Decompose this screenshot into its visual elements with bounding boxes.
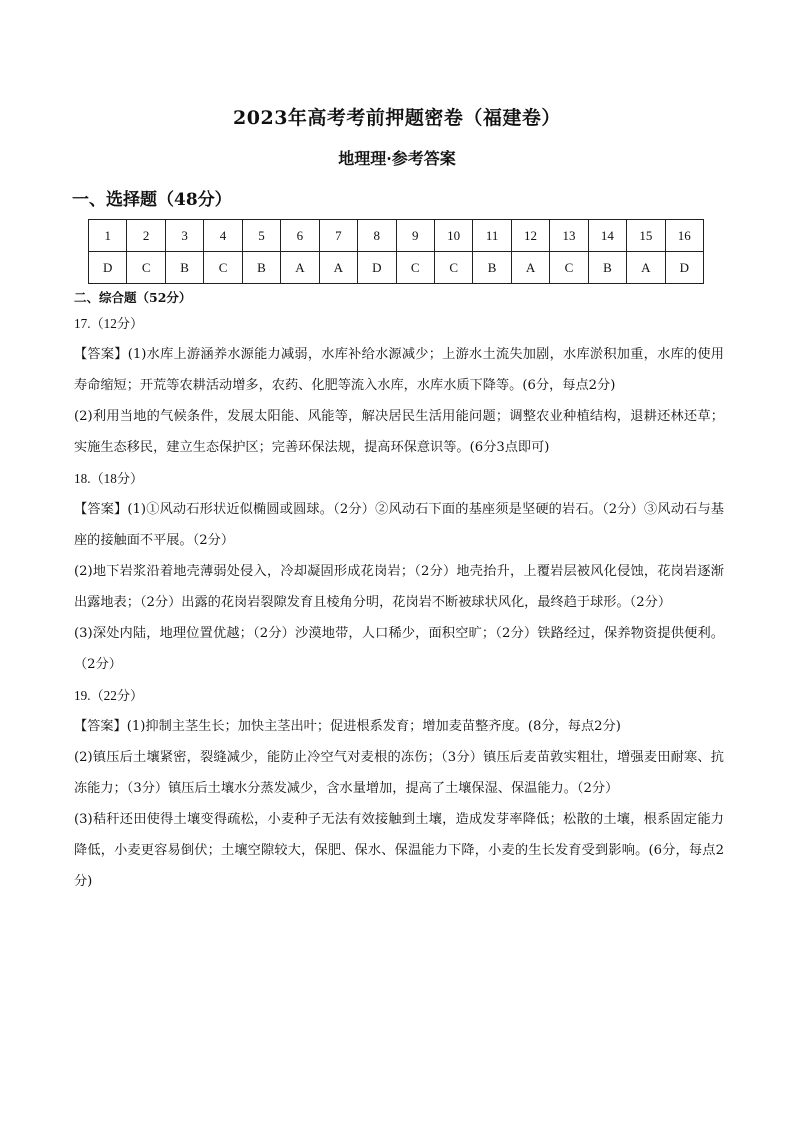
section-2-body bbox=[74, 308, 724, 897]
question-18-answer-3: (3)深处内陆，地理位置优越；（2分）沙漠地带，人口稀少，面积空旷；（2分）铁路经过，保养物资提供便利。（2分） bbox=[74, 626, 724, 672]
answer-cell: D bbox=[665, 252, 703, 284]
answer-cell: C bbox=[204, 252, 242, 284]
answer-cell: D bbox=[89, 252, 127, 284]
question-18-answer-2: (2)地下岩浆沿着地壳薄弱处侵入，冷却凝固形成花岗岩；（2分）地壳抬升，上覆岩层被风化侵蚀，花岗岩逐渐出露地表；（2分）出露的花岗岩裂隙发育且棱角分明，花岗岩不断被球状风化，最终趋于球形。（2分） bbox=[74, 564, 724, 610]
section-2-heading: 二、综合题（52分） bbox=[74, 290, 192, 305]
question-number-cell: 15 bbox=[627, 220, 665, 252]
question-number-cell: 2 bbox=[127, 220, 165, 252]
question-19-answer-3: (3)秸秆还田使得土壤变得疏松，小麦种子无法有效接触到土壤，造成发芽率降低；松散的土壤，根系固定能力降低，小麦更容易倒伏；土壤空隙较大，保肥、保水、保温能力下降，小麦的生长发育受到影响。(6分，每点2分) bbox=[74, 812, 724, 889]
question-number-cell: 6 bbox=[281, 220, 319, 252]
question-19-answer-2: (2)镇压后土壤紧密，裂缝减少，能防止冷空气对麦根的冻伤；（3分）镇压后麦苗敦实粗壮，增强麦田耐寒、抗冻能力；（3分）镇压后土壤水分蒸发减少，含水量增加，提高了土壤保湿、保温能力。（2分） bbox=[74, 750, 724, 796]
question-number-cell: 7 bbox=[319, 220, 357, 252]
answer-cell: A bbox=[281, 252, 319, 284]
question-number-cell: 14 bbox=[588, 220, 626, 252]
page-subtitle: 地理理·参考答案 bbox=[338, 149, 456, 168]
question-number-cell: 4 bbox=[204, 220, 242, 252]
question-17-answer-1: 【答案】(1)水库上游涵养水源能力减弱，水库补给水源减少；上游水土流失加剧，水库淤积加重，水库的使用寿命缩短；开荒等农耕活动增多，农药、化肥等流入水库，水库水质下降等。(6分，每点2分) bbox=[74, 347, 724, 393]
answer-cell: C bbox=[550, 252, 588, 284]
question-number-cell: 9 bbox=[396, 220, 434, 252]
answer-cell: C bbox=[396, 252, 434, 284]
question-17-heading: 17.（12分） bbox=[74, 316, 144, 331]
question-number-cell: 12 bbox=[511, 220, 549, 252]
answer-cell: A bbox=[319, 252, 357, 284]
answer-cell: B bbox=[242, 252, 280, 284]
answer-table bbox=[88, 219, 704, 284]
question-number-cell: 10 bbox=[434, 220, 472, 252]
answer-cell: A bbox=[627, 252, 665, 284]
question-number-cell: 1 bbox=[89, 220, 127, 252]
answer-cell: B bbox=[588, 252, 626, 284]
question-19-heading: 19.（22分） bbox=[74, 688, 144, 703]
answer-cell: C bbox=[434, 252, 472, 284]
answer-cell: C bbox=[127, 252, 165, 284]
answer-cell: B bbox=[165, 252, 203, 284]
question-number-cell: 11 bbox=[473, 220, 511, 252]
question-number-cell: 3 bbox=[165, 220, 203, 252]
question-18-answer-1: 【答案】(1)①风动石形状近似椭圆或圆球。（2分）②风动石下面的基座须是坚硬的岩石。（2分）③风动石与基座的接触面不平展。（2分） bbox=[74, 502, 724, 548]
question-number-cell: 16 bbox=[665, 220, 703, 252]
question-19-answer-1: 【答案】(1)抑制主茎生长；加快主茎出叶；促进根系发育；增加麦苗整齐度。(8分，每点2分) bbox=[74, 719, 621, 734]
answer-row bbox=[89, 252, 704, 284]
question-17-answer-2: (2)利用当地的气候条件，发展太阳能、风能等，解决居民生活用能问题；调整农业种植结构，退耕还林还草；实施生态移民，建立生态保护区；完善环保法规，提高环保意识等。(6分3点即可) bbox=[74, 409, 724, 455]
question-number-cell: 5 bbox=[242, 220, 280, 252]
question-number-row bbox=[89, 220, 704, 252]
answer-cell: B bbox=[473, 252, 511, 284]
question-18-heading: 18.（18分） bbox=[74, 471, 144, 486]
answer-cell: A bbox=[511, 252, 549, 284]
question-number-cell: 13 bbox=[550, 220, 588, 252]
page-title: 2023年高考考前押题密卷（福建卷） bbox=[233, 107, 561, 129]
answer-cell: D bbox=[358, 252, 396, 284]
question-number-cell: 8 bbox=[358, 220, 396, 252]
section-1-heading: 一、选择题（48分） bbox=[72, 190, 232, 210]
